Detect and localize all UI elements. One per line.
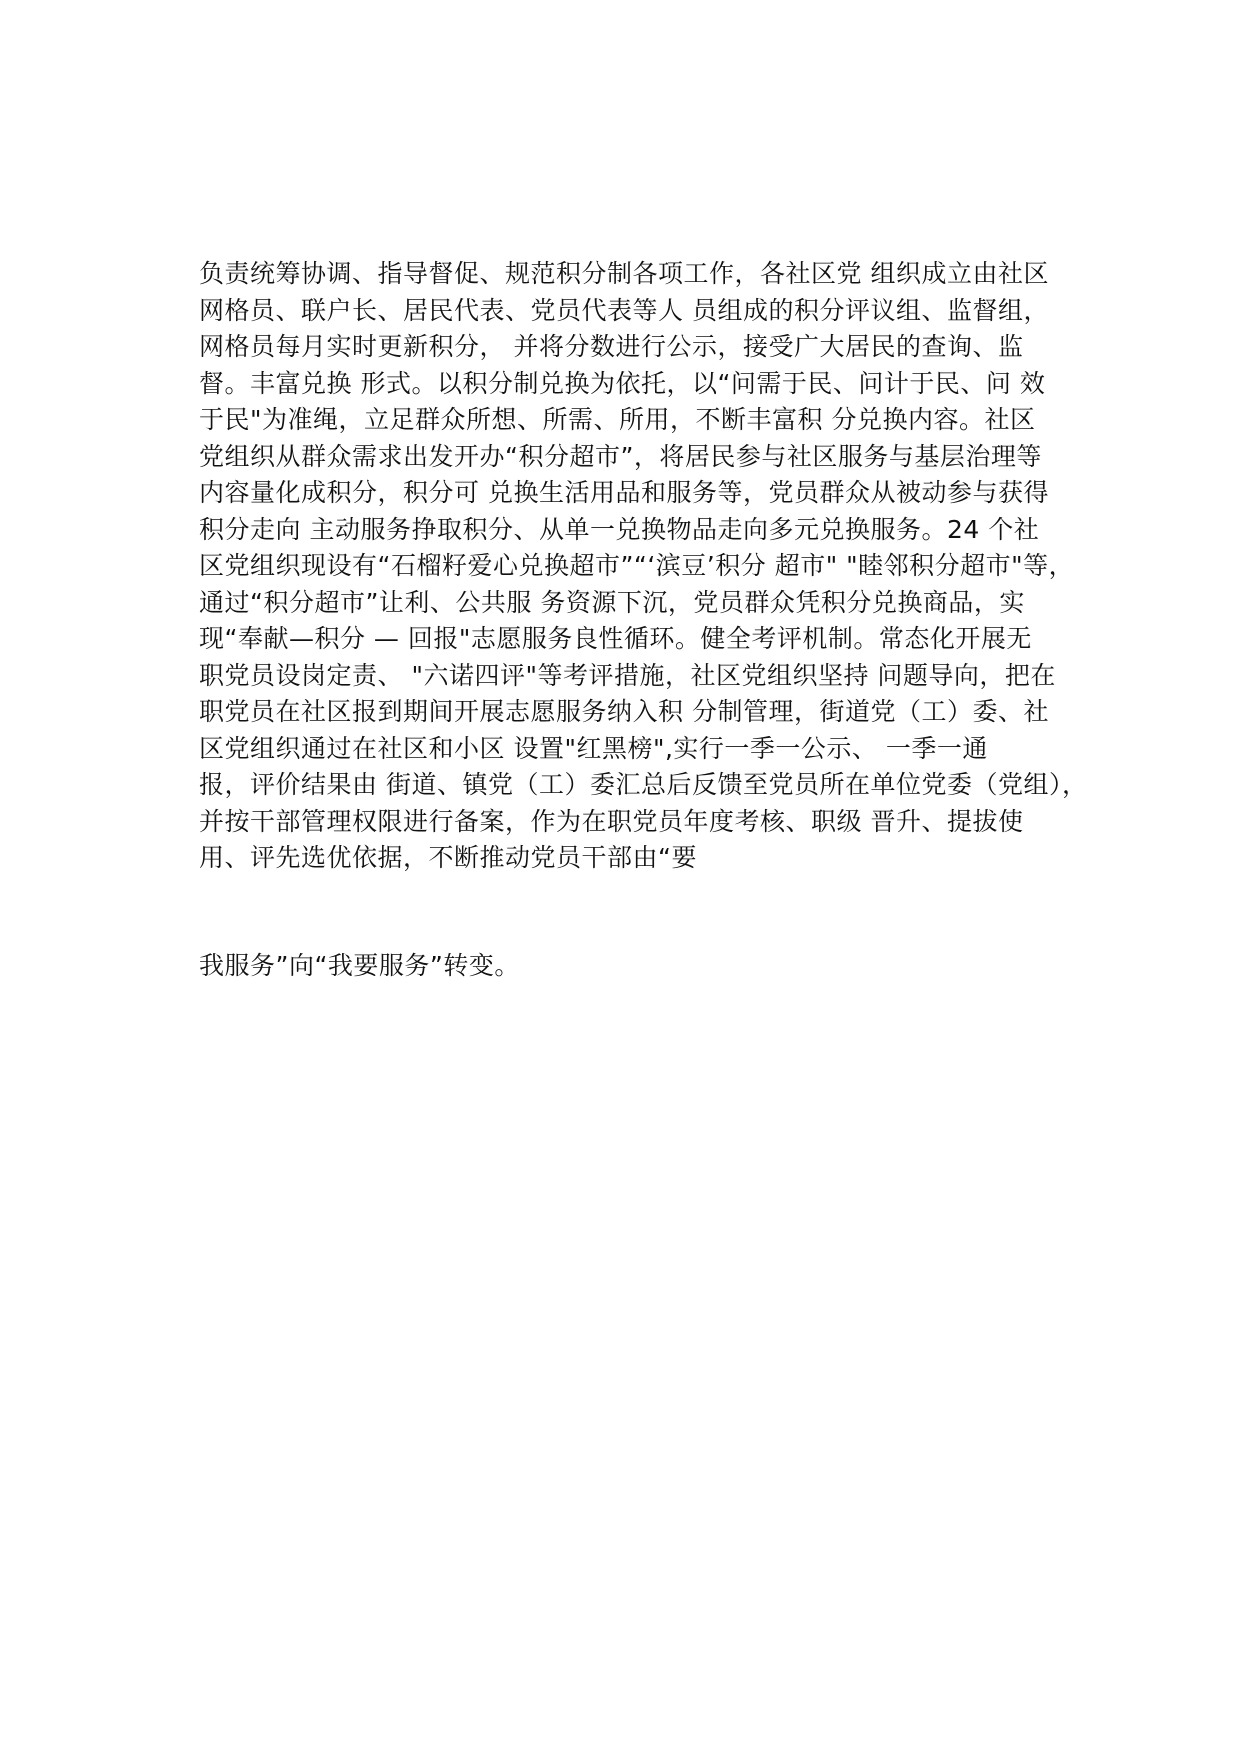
text-line: 区党组织通过在社区和小区 设置"红黑榜",实行一季一公示、 一季一通 (199, 733, 988, 763)
closing-line: 我服务”向“我要服务”转变。 (199, 951, 520, 980)
text-line: 用、评先选优依据，不断推动党员干部由“要 (199, 843, 697, 872)
text-line: 报，评价结果由 街道、镇党（工）委汇总后反馈至党员所在单位党委（党组）， (199, 770, 1088, 799)
text-line: 并按干部管理权限进行备案，作为在职党员年度考核、职级 晋升、提拔使 (199, 806, 1024, 836)
text-line: 积分走向 主动服务挣取积分、从单一兑换物品走向多元兑换服务。24 个社 (199, 514, 1040, 544)
text-line: 现“奉献—积分 — 回报"志愿服务良性循环。健全考评机制。常态化开展无 (199, 624, 1032, 653)
text-line: 区党组织现设有“石榴籽爱心兑换超市”“‘滨豆’积分 超市" "睦邻积分超市"等， (199, 551, 1075, 580)
text-line: 网格员每月实时更新积分， 并将分数进行公示，接受广大居民的查询、监 (199, 332, 1024, 361)
text-line: 负责统筹协调、指导督促、规范积分制各项工作，各社区党 组织成立由社区 (199, 259, 1049, 288)
text-line: 职党员在社区报到期间开展志愿服务纳入积 分制管理，街道党（工）委、社 (199, 697, 1049, 726)
text-line: 内容量化成积分，积分可 兑换生活用品和服务等，党员群众从被动参与获得 (199, 478, 1049, 507)
text-line: 职党员设岗定责、 "六诺四评"等考评措施，社区党组织坚持 问题导向，把在 (199, 660, 1056, 690)
text-line: 党组织从群众需求出发开办“积分超市”，将居民参与社区服务与基层治理等 (199, 441, 1042, 471)
text-line: 督。丰富兑换 形式。以积分制兑换为依托，以“问需于民、问计于民、问 效 (199, 368, 1046, 398)
text-line: 于民"为准绳，立足群众所想、所需、所用，不断丰富积 分兑换内容。社区 (199, 405, 1036, 434)
text-line: 网格员、联户长、居民代表、党员代表等人 员组成的积分评议组、监督组， (199, 295, 1049, 325)
body-paragraph (199, 256, 1088, 877)
text-line: 通过“积分超市”让利、公共服 务资源下沉，党员群众凭积分兑换商品，实 (199, 587, 1025, 617)
